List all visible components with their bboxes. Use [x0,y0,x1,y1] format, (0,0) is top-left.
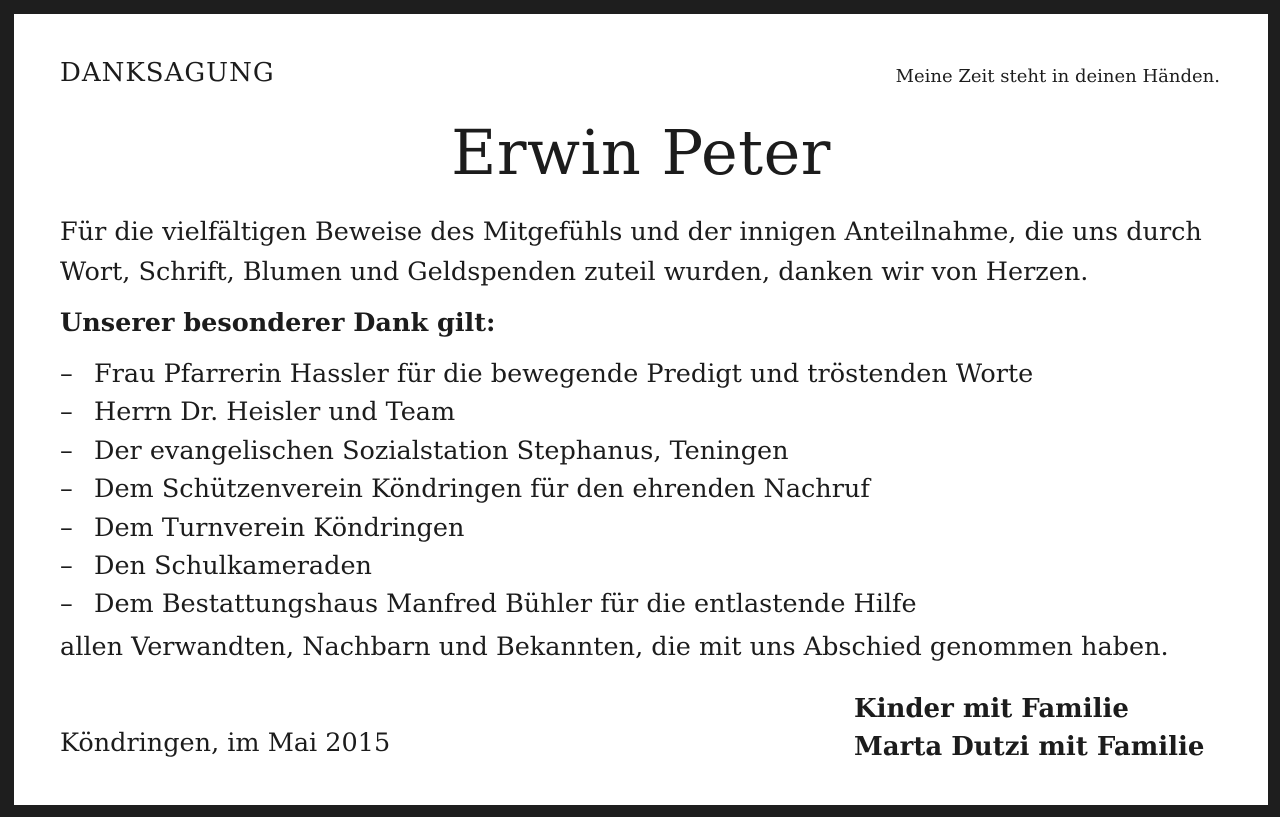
closing-line: allen Verwandten, Nachbarn und Bekannten, die mit uns Abschied genommen haben. [60,632,1169,662]
thanks-item [60,585,1033,623]
thanks-item-text: Frau Pfarrerin Hassler für die bewegende Predigt und tröstenden Worte [94,359,1034,389]
dash-mark: – [60,551,73,582]
intro-paragraph [60,212,1202,292]
special-thanks-heading: Unserer besonderer Dank gilt: [60,308,496,338]
intro-line: Wort, Schrift, Blumen und Geldspenden zuteil wurden, danken wir von Herzen. [60,257,1089,287]
thanks-item-text: Dem Turnverein Köndringen [94,512,465,543]
thanks-list [60,355,1033,624]
dash-mark: – [60,474,73,505]
intro-line: Für die vielfältigen Beweise des Mitgefühls und der innigen Anteilnahme, die uns durch [60,217,1202,247]
thanks-item [60,355,1033,393]
notice-heading: DANKSAGUNG [60,58,275,88]
signature-line: Marta Dutzi mit Familie [854,732,1205,762]
thanks-item-text: Der evangelischen Sozialstation Stephanus, Teningen [94,435,789,466]
place-date: Köndringen, im Mai 2015 [60,728,391,758]
dash-mark: – [60,589,73,620]
signatures [854,690,1204,766]
thanks-item [60,393,1033,431]
thanks-item [60,470,1033,508]
thanks-item-text: Den Schulkameraden [94,551,372,582]
motto-verse: Meine Zeit steht in deinen Händen. [895,66,1220,87]
thanks-item-text: Dem Schützenverein Köndringen für den ehrenden Nachruf [94,474,870,505]
thanks-item [60,432,1033,470]
signature-line: Kinder mit Familie [854,694,1129,724]
thanks-item-text: Herrn Dr. Heisler und Team [94,397,456,428]
deceased-name: Erwin Peter [451,116,831,189]
dash-mark: – [60,512,73,543]
dash-mark: – [60,397,73,428]
dash-mark: – [60,359,73,389]
thanks-item [60,509,1033,547]
thanks-item [60,547,1033,585]
thanks-item-text: Dem Bestattungshaus Manfred Bühler für die entlastende Hilfe [94,589,917,620]
dash-mark: – [60,435,73,466]
